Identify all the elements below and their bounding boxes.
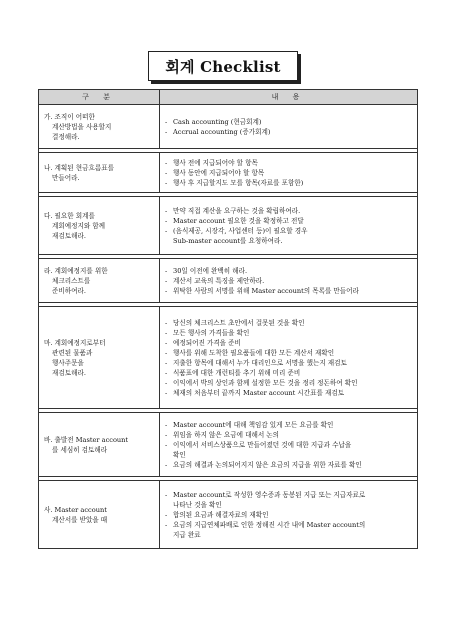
list-item: - Accrual accounting (증가회계) — [165, 127, 413, 137]
table-header-row — [39, 90, 418, 105]
category-line: 만들어라. — [52, 173, 80, 182]
items-cell — [160, 307, 418, 409]
list-item: - Master account 필요한 것을 확정하고 전달 — [165, 216, 413, 226]
table-body — [39, 105, 418, 549]
table-row — [39, 413, 418, 477]
list-item: - 이익에서 서비스상품으로 만들어졌던 것에 대한 지급과 수납을 — [165, 440, 413, 450]
category-line: 바. 출발전 Master account — [44, 435, 129, 444]
table-row — [39, 481, 418, 549]
item-list — [165, 266, 413, 296]
items-cell — [160, 259, 418, 303]
category-cell — [39, 413, 160, 477]
category-cell — [39, 481, 160, 549]
category-line: 가. 조직이 어떠한 — [44, 112, 95, 121]
list-item: Sub-master account를 요청하여라. — [173, 236, 283, 245]
category-line: 마. 계회예정지로부터 — [44, 338, 106, 347]
category-line: 계회예정지와 함께 — [52, 221, 106, 230]
list-item: 지급 완료 — [173, 530, 201, 539]
list-item: - Cash accounting (현금회계) — [165, 117, 413, 127]
list-item: 확인 — [173, 450, 186, 459]
header-category: 구 분 — [39, 90, 160, 105]
list-item: - 행사 동안에 지급되어야 할 항목 — [165, 168, 413, 178]
table-row — [39, 307, 418, 409]
category-line: 라. 계회예정지를 위한 — [44, 266, 108, 275]
category-cell — [39, 105, 160, 149]
table-row — [39, 105, 418, 149]
category-line: 다. 필요한 회계를 — [44, 211, 95, 220]
list-item: - 위임을 하지 않은 요금에 대해서 논의 — [165, 430, 413, 440]
list-item: - 모든 행사의 가격들을 확인 — [165, 328, 413, 338]
category-line: 재검토해라. — [52, 368, 86, 377]
category-cell — [39, 259, 160, 303]
list-item: - 위탁한 사람의 서명를 위해 Master account의 목록를 만들어라 — [165, 286, 413, 296]
list-item: - (음식제공, 시장각, 사업센터 등)이 필요할 경우 — [165, 226, 413, 236]
table-row — [39, 259, 418, 303]
list-item: 나타난 것을 확인 — [173, 500, 222, 509]
item-list — [165, 117, 413, 137]
list-item: - 식품표에 대한 개런티를 추기 위해 미리 준비 — [165, 368, 413, 378]
category-line: 나. 계획된 현금흐름표를 — [44, 163, 114, 172]
items-cell — [160, 105, 418, 149]
list-item: - 당신의 체크리스트 초안에서 걸못된 것을 확인 — [165, 318, 413, 328]
item-list — [165, 318, 413, 398]
table-row — [39, 197, 418, 255]
list-item: - 30일 이전에 완백히 해라. — [165, 266, 413, 276]
category-line: 재검토해라. — [52, 231, 86, 240]
list-item: - 합의된 요금과 해결자료의 재확인 — [165, 510, 413, 520]
list-item: - 행사를 위해 도착한 필요품들에 대한 모든 계산서 재확인 — [165, 348, 413, 358]
item-list — [165, 158, 413, 188]
item-list — [165, 490, 413, 540]
category-line: 준비하여라. — [52, 286, 86, 295]
category-line: 계산서를 받았을 때 — [52, 515, 108, 524]
table-row — [39, 153, 418, 193]
list-item: - 이익에서 박의 상인과 함께 설정한 모든 것을 정리 정돈하여 확인 — [165, 378, 413, 388]
items-cell — [160, 197, 418, 255]
list-item: - 요금의 해결과 논의되어지지 않은 요금의 지급을 위한 자료를 확인 — [165, 460, 413, 470]
category-line: 관련된 물품과 — [52, 348, 93, 357]
list-item: - 행사 전에 지급되어야 할 항목 — [165, 158, 413, 168]
title-box — [148, 51, 298, 81]
item-list — [165, 420, 413, 470]
list-item: - 예정되어진 가격을 준비 — [165, 338, 413, 348]
list-item: - 행사 후 지급할지도 모를 항목(자료를 포함한) — [165, 178, 413, 188]
list-item: - 요금의 지급연체파배로 인한 정해진 시간 내에 Master account의 — [165, 520, 413, 530]
category-line: 를 세심히 검토해라 — [52, 445, 108, 454]
items-cell — [160, 481, 418, 549]
category-cell — [39, 197, 160, 255]
page-title: 회계 Checklist — [165, 57, 281, 76]
list-item: - Master account에 대해 책임감 있게 모든 요금를 확인 — [165, 420, 413, 430]
category-line: 계산방법을 사용할지 — [52, 122, 112, 131]
category-cell — [39, 153, 160, 193]
list-item: - Master account로 작성한 영수증과 동봉된 지급 또는 지급자료로 — [165, 490, 413, 500]
category-line: 행사주문을 — [52, 358, 84, 367]
category-line: 사. Master account — [44, 505, 107, 514]
item-list — [165, 206, 413, 246]
category-cell — [39, 307, 160, 409]
items-cell — [160, 413, 418, 477]
header-content: 내 용 — [160, 90, 418, 105]
list-item: - 계산서 교육의 특징을 제안하라. — [165, 276, 413, 286]
checklist-table — [38, 89, 418, 549]
list-item: - 체재의 처음부터 끝까지 Master account 시간표를 재검토 — [165, 388, 413, 398]
items-cell — [160, 153, 418, 193]
category-line: 결정해라. — [52, 132, 80, 141]
category-line: 체크리스트를 — [52, 276, 91, 285]
list-item: - 지출한 항목에 대해서 누가 대리인으로 서명을 했는지 재검토 — [165, 358, 413, 368]
list-item: - 만약 직접 계산을 요구하는 것을 확립하여라. — [165, 206, 413, 216]
